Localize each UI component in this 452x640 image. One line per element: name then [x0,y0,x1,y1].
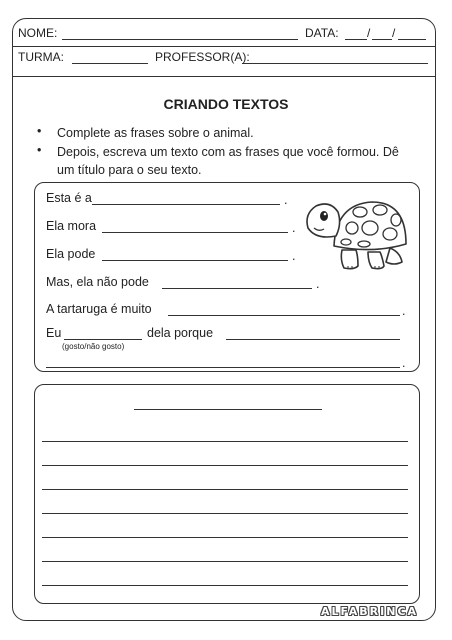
writing-line[interactable] [42,465,408,466]
sentence-2-label: Ela mora [46,219,97,233]
teacher-label: PROFESSOR(A): [155,50,250,64]
sentence-6-choice-field[interactable] [64,339,142,340]
header-bottom-border [12,76,436,77]
writing-line[interactable] [42,513,408,514]
sentence-5-field[interactable] [168,315,400,316]
sentence-3-field[interactable] [102,260,288,261]
sentence-1-label: Esta é a [46,191,92,205]
choice-hint: (gosto/não gosto) [62,342,125,351]
instruction-1: Complete as frases sobre o animal. [57,126,254,140]
date-label: DATA: [305,26,339,40]
writing-line[interactable] [42,489,408,490]
sentence-5-label: A tartaruga é muito [46,302,152,316]
writing-line[interactable] [42,561,408,562]
sentence-6-label-a: Eu [46,326,62,340]
writing-line[interactable] [42,441,408,442]
turtle-icon [302,190,414,274]
brand-logo: ALFABRINCA [318,605,421,618]
writing-line[interactable] [42,585,408,586]
bullet-icon: • [37,124,42,138]
name-field[interactable] [62,39,298,40]
header-divider [12,46,436,47]
writing-line[interactable] [42,537,408,538]
sentence-1-field[interactable] [92,204,280,205]
class-label: TURMA: [18,50,64,64]
sentence-4-field[interactable] [162,288,312,289]
teacher-field[interactable] [242,63,428,64]
sentence-4-label: Mas, ela não pode [46,275,149,289]
class-field[interactable] [72,63,148,64]
date-month-field[interactable] [372,39,392,40]
date-year-field[interactable] [398,39,426,40]
sentence-3-label: Ela pode [46,247,96,261]
name-label: NOME: [18,26,58,40]
bullet-icon: • [37,143,42,157]
sentence-6-continuation-field[interactable] [46,367,400,368]
page-title: CRIANDO TEXTOS [163,96,289,112]
date-day-field[interactable] [345,39,367,40]
sentence-6-label-b: dela porque [147,326,214,340]
instruction-3: um título para o seu texto. [57,163,202,177]
instruction-2: Depois, escreva um texto com as frases que você formou. Dê [57,145,399,159]
writing-box [34,384,420,604]
sentence-6-field[interactable] [226,339,400,340]
sentence-2-field[interactable] [102,232,288,233]
text-title-field[interactable] [134,409,322,410]
